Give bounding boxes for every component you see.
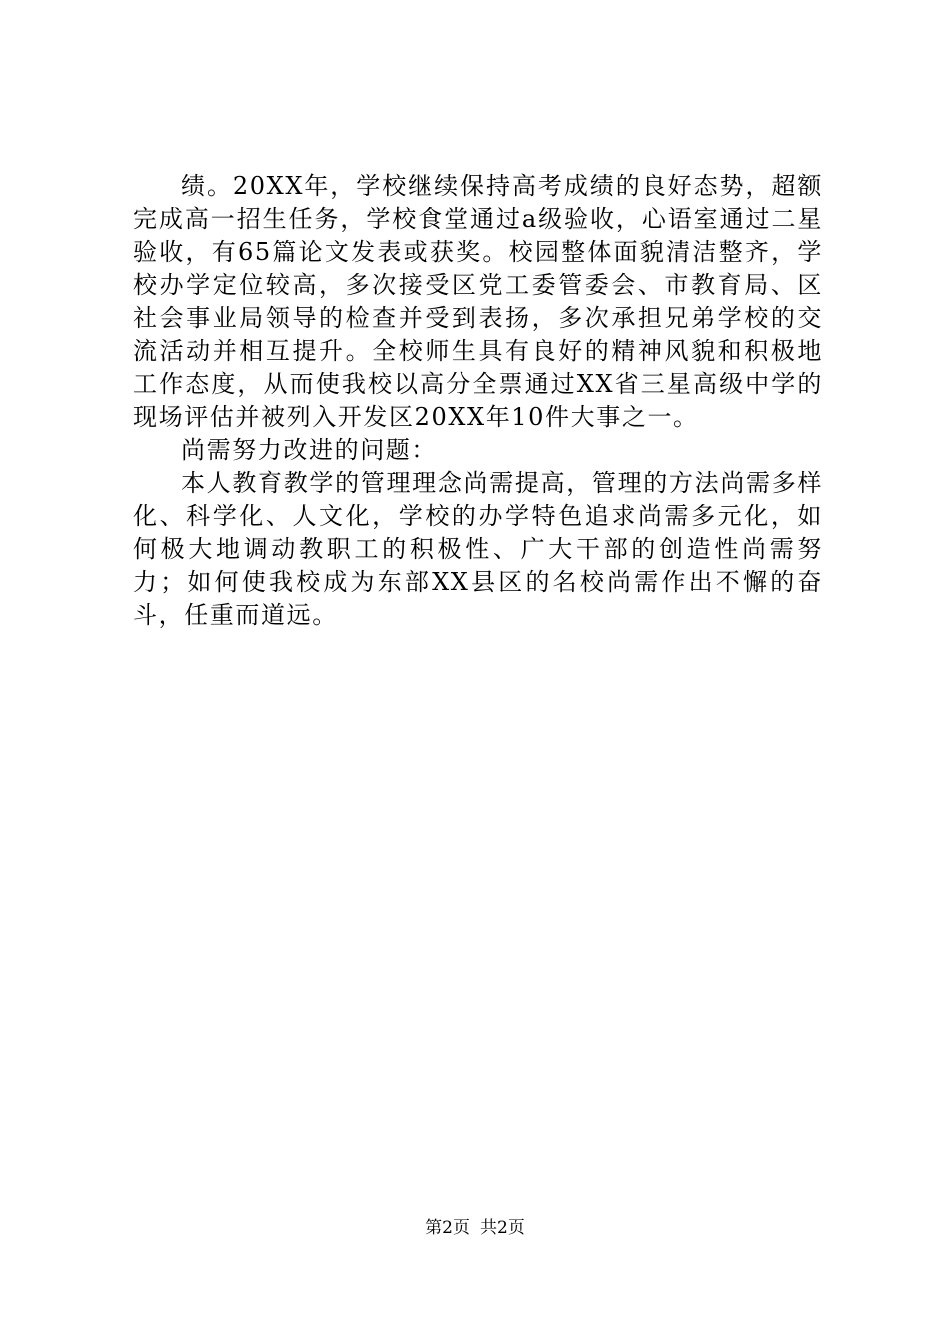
paragraph-issues: 本人教育教学的管理理念尚需提高，管理的方法尚需多样化、科学化、人文化，学校的办学特色追求尚需多元化，如何极大地调动教职工的积极性、广大干部的创造性尚需努力；如何使我校成为东部XX县区的名校尚需作出不懈的奋斗，任重而道远。 [133, 469, 823, 629]
paragraph-issues-heading: 尚需努力改进的问题： [181, 436, 437, 464]
page-number: 第2页 [425, 1218, 470, 1238]
page-footer [0, 1217, 950, 1239]
document-body [133, 170, 823, 632]
page-total: 共2页 [480, 1218, 525, 1238]
paragraph-achievements: 绩。20XX年，学校继续保持高考成绩的良好态势，超额完成高一招生任务，学校食堂通过a级验收，心语室通过二星验收，有65篇论文发表或获奖。校园整体面貌清洁整齐，学校办学定位较高，多次接受区党工委管委会、市教育局、区社会事业局领导的检查并受到表扬，多次承担兄弟学校的交流活动并相互提升。全校师生具有良好的精神风貌和积极地工作态度，从而使我校以高分全票通过XX省三星高级中学的现场评估并被列入开发区20XX年10件大事之一。 [133, 172, 823, 431]
